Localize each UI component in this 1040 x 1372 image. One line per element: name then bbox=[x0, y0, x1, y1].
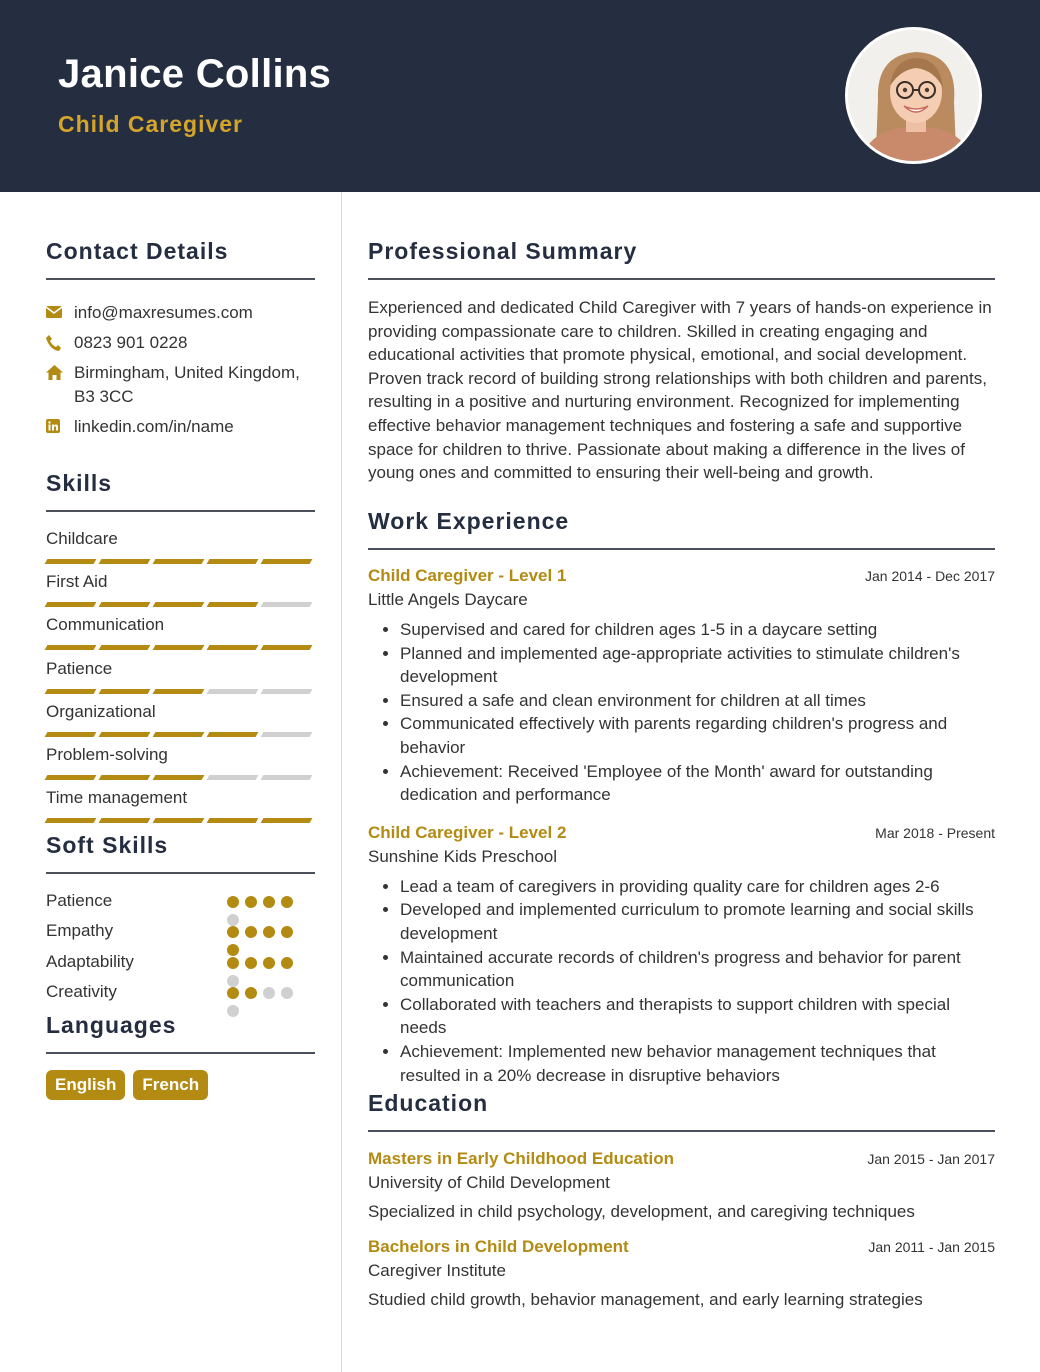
job-entry bbox=[368, 566, 995, 807]
skill-level-segment bbox=[207, 818, 259, 823]
soft-skill-dot bbox=[227, 957, 239, 969]
job-organization: Sunshine Kids Preschool bbox=[368, 846, 558, 866]
profile-photo bbox=[845, 27, 982, 164]
soft-skill-dot bbox=[227, 926, 239, 938]
section-rule bbox=[46, 872, 315, 874]
soft-skill-dot bbox=[227, 896, 239, 908]
skill-level-segment bbox=[45, 775, 97, 780]
column-divider bbox=[341, 192, 342, 1372]
skill-name: Communication bbox=[46, 615, 165, 635]
contact-section bbox=[46, 238, 315, 439]
languages-section bbox=[46, 1012, 315, 1100]
skill-level-segment bbox=[153, 689, 205, 694]
skill-name: First Aid bbox=[46, 572, 108, 592]
skill-name: Childcare bbox=[46, 529, 118, 548]
section-rule bbox=[46, 510, 315, 512]
soft-skill-dot bbox=[263, 926, 275, 938]
education-title: Education bbox=[368, 1090, 489, 1116]
skill-item bbox=[46, 787, 315, 830]
skill-level-segment bbox=[99, 602, 151, 607]
skill-level-bars bbox=[46, 775, 315, 780]
contact-email-text[interactable]: info@maxresumes.com bbox=[74, 303, 253, 322]
skill-level-segment bbox=[261, 689, 313, 694]
job-bullet: • Supervised and cared for children ages 1-5 in a daycare setting bbox=[400, 618, 995, 642]
skill-level-bars bbox=[46, 645, 315, 650]
skills-section bbox=[46, 470, 315, 830]
job-bullets bbox=[368, 618, 995, 807]
contact-phone bbox=[46, 331, 315, 355]
degree-title: Bachelors in Child Development bbox=[368, 1237, 629, 1256]
section-rule bbox=[46, 278, 315, 280]
job-title: Child Caregiver - Level 2 bbox=[368, 822, 567, 842]
skill-level-segment bbox=[261, 559, 313, 564]
job-bullet: • Achievement: Received 'Employee of the Month' award for outstanding dedication and performance bbox=[400, 760, 995, 807]
skill-name: Time management bbox=[46, 788, 188, 808]
soft-skill-dot bbox=[281, 957, 293, 969]
job-bullet: • Achievement: Implemented new behavior management techniques that resulted in a 20% decrease in disruptive behaviors bbox=[400, 1040, 995, 1087]
phone-icon bbox=[46, 331, 74, 351]
soft-skill-dot bbox=[245, 957, 257, 969]
soft-skill-name: Adaptability bbox=[46, 951, 134, 971]
skill-level-segment bbox=[207, 645, 259, 650]
soft-skills-list bbox=[46, 891, 315, 1021]
soft-skill-item bbox=[46, 921, 315, 945]
skill-name: Patience bbox=[46, 658, 113, 678]
skill-level-segment bbox=[207, 602, 259, 607]
skill-level-bars bbox=[46, 602, 315, 607]
skill-level-segment bbox=[45, 818, 97, 823]
skill-level-segment bbox=[261, 645, 313, 650]
skill-item bbox=[46, 528, 315, 571]
soft-skill-name: Creativity bbox=[46, 981, 117, 1001]
contact-phone-text: 0823 901 0228 bbox=[74, 333, 188, 352]
summary-section bbox=[368, 238, 995, 485]
job-bullet: • Ensured a safe and clean environment for children at all times bbox=[400, 689, 995, 713]
skill-item bbox=[46, 658, 315, 701]
section-rule bbox=[368, 278, 995, 280]
job-bullet: • Communicated effectively with parents regarding children's progress and behavior bbox=[400, 712, 995, 759]
skill-level-segment bbox=[207, 775, 259, 780]
skill-level-segment bbox=[99, 775, 151, 780]
languages-title: Languages bbox=[46, 1012, 177, 1038]
skill-level-bars bbox=[46, 559, 315, 564]
skill-level-segment bbox=[99, 732, 151, 737]
soft-skill-dot bbox=[227, 987, 239, 999]
summary-title: Professional Summary bbox=[368, 238, 638, 264]
soft-skill-name: Empathy bbox=[46, 921, 114, 941]
linkedin-icon bbox=[46, 415, 74, 433]
skill-name: Problem-solving bbox=[46, 744, 168, 764]
skill-level-segment bbox=[261, 818, 313, 823]
degree-title: Masters in Early Childhood Education bbox=[368, 1149, 675, 1168]
skill-level-bars bbox=[46, 818, 315, 823]
education-description: Studied child growth, behavior management, and early learning strategies bbox=[368, 1290, 923, 1309]
skill-level-segment bbox=[99, 818, 151, 823]
education-description: Specialized in child psychology, development, and caregiving techniques bbox=[368, 1202, 915, 1221]
education-entry bbox=[368, 1149, 995, 1222]
soft-skill-dot bbox=[263, 957, 275, 969]
job-bullet: • Lead a team of caregivers in providing quality care for children ages 2-6 bbox=[400, 875, 995, 899]
resume-header bbox=[0, 0, 1040, 192]
section-rule bbox=[46, 1052, 315, 1054]
skill-level-segment bbox=[153, 818, 205, 823]
contact-email bbox=[46, 301, 315, 325]
skill-item bbox=[46, 571, 315, 614]
section-rule bbox=[368, 1130, 995, 1132]
skill-item bbox=[46, 744, 315, 787]
soft-skills-section bbox=[46, 832, 315, 1021]
job-bullet: • Collaborated with teachers and therapists to support children with special needs bbox=[400, 993, 995, 1040]
skill-level-segment bbox=[45, 559, 97, 564]
section-rule bbox=[368, 548, 995, 550]
soft-skill-item bbox=[46, 952, 315, 976]
soft-skill-dot bbox=[245, 896, 257, 908]
skill-level-segment bbox=[153, 602, 205, 607]
contact-linkedin-text[interactable]: linkedin.com/in/name bbox=[74, 417, 234, 436]
education-section bbox=[368, 1090, 995, 1310]
skill-level-segment bbox=[207, 559, 259, 564]
skill-level-segment bbox=[45, 689, 97, 694]
soft-skill-dot bbox=[281, 987, 293, 999]
skills-list bbox=[46, 528, 315, 830]
portrait-illustration bbox=[848, 30, 982, 164]
skill-level-segment bbox=[153, 645, 205, 650]
languages-list bbox=[46, 1070, 315, 1100]
skill-item bbox=[46, 701, 315, 744]
job-bullet: • Developed and implemented curriculum to promote learning and social skills development bbox=[400, 898, 995, 945]
skill-level-segment bbox=[153, 732, 205, 737]
envelope-icon bbox=[46, 301, 74, 319]
soft-skill-dot bbox=[245, 987, 257, 999]
contact-address bbox=[46, 361, 315, 409]
job-bullets bbox=[368, 875, 995, 1087]
skill-level-bars bbox=[46, 689, 315, 694]
home-icon bbox=[46, 361, 74, 380]
contact-address-text: Birmingham, United Kingdom, B3 3CC bbox=[74, 363, 300, 406]
soft-skill-dot bbox=[263, 896, 275, 908]
job-date: Jan 2014 - Dec 2017 bbox=[865, 568, 995, 584]
soft-skill-item bbox=[46, 891, 315, 915]
education-date: Jan 2011 - Jan 2015 bbox=[868, 1239, 995, 1255]
contact-title: Contact Details bbox=[46, 238, 229, 264]
education-date: Jan 2015 - Jan 2017 bbox=[867, 1151, 995, 1167]
skill-level-segment bbox=[261, 732, 313, 737]
skill-level-segment bbox=[207, 689, 259, 694]
language-badge: French bbox=[133, 1070, 208, 1100]
skill-level-segment bbox=[153, 559, 205, 564]
soft-skill-name: Patience bbox=[46, 891, 113, 910]
soft-skill-item bbox=[46, 982, 315, 1006]
soft-skill-dot bbox=[281, 926, 293, 938]
work-section bbox=[368, 508, 995, 1087]
skill-level-segment bbox=[99, 559, 151, 564]
job-bullet: • Maintained accurate records of children's progress and behavior for parent communication bbox=[400, 946, 995, 993]
skill-level-segment bbox=[261, 602, 313, 607]
job-organization: Little Angels Daycare bbox=[368, 590, 528, 609]
soft-skills-title: Soft Skills bbox=[46, 832, 169, 858]
language-badge: English bbox=[46, 1070, 125, 1100]
skill-level-segment bbox=[45, 645, 97, 650]
job-title: Child Caregiver - Level 1 bbox=[368, 566, 567, 585]
skill-level-segment bbox=[99, 689, 151, 694]
school-name: University of Child Development bbox=[368, 1173, 610, 1192]
summary-text: Experienced and dedicated Child Caregiver with 7 years of hands-on experience in providing compassionate care to children. Skilled in creating engaging and educational activities that promote physical, emotional, and social development. Proven track record of building strong relationships with both children and parents, resulting in a positive and nurturing environment. Recognized for implementing effective behavior management techniques and fostering a safe and supportive space for children to thrive. Passionate about making a difference in the lives of young ones and committed to ensuring their well-being and growth. bbox=[368, 298, 992, 483]
skill-level-segment bbox=[99, 645, 151, 650]
skill-item bbox=[46, 614, 315, 657]
skill-level-segment bbox=[45, 732, 97, 737]
job-date: Mar 2018 - Present bbox=[875, 824, 995, 841]
candidate-name: Janice Collins bbox=[58, 52, 332, 96]
job-bullet: • Planned and implemented age-appropriate activities to stimulate children's development bbox=[400, 642, 995, 689]
skill-level-segment bbox=[45, 602, 97, 607]
soft-skill-dot bbox=[263, 987, 275, 999]
skill-name: Organizational bbox=[46, 701, 156, 721]
work-title: Work Experience bbox=[368, 508, 570, 534]
skill-level-segment bbox=[261, 775, 313, 780]
soft-skill-dot bbox=[281, 896, 293, 908]
contact-linkedin bbox=[46, 415, 315, 439]
skill-level-segment bbox=[207, 732, 259, 737]
education-entry bbox=[368, 1237, 995, 1310]
skills-title: Skills bbox=[46, 470, 113, 496]
candidate-role: Child Caregiver bbox=[58, 111, 243, 137]
skill-level-segment bbox=[153, 775, 205, 780]
soft-skill-dot bbox=[245, 926, 257, 938]
job-entry bbox=[368, 823, 995, 1087]
school-name: Caregiver Institute bbox=[368, 1261, 506, 1280]
skill-level-bars bbox=[46, 732, 315, 737]
